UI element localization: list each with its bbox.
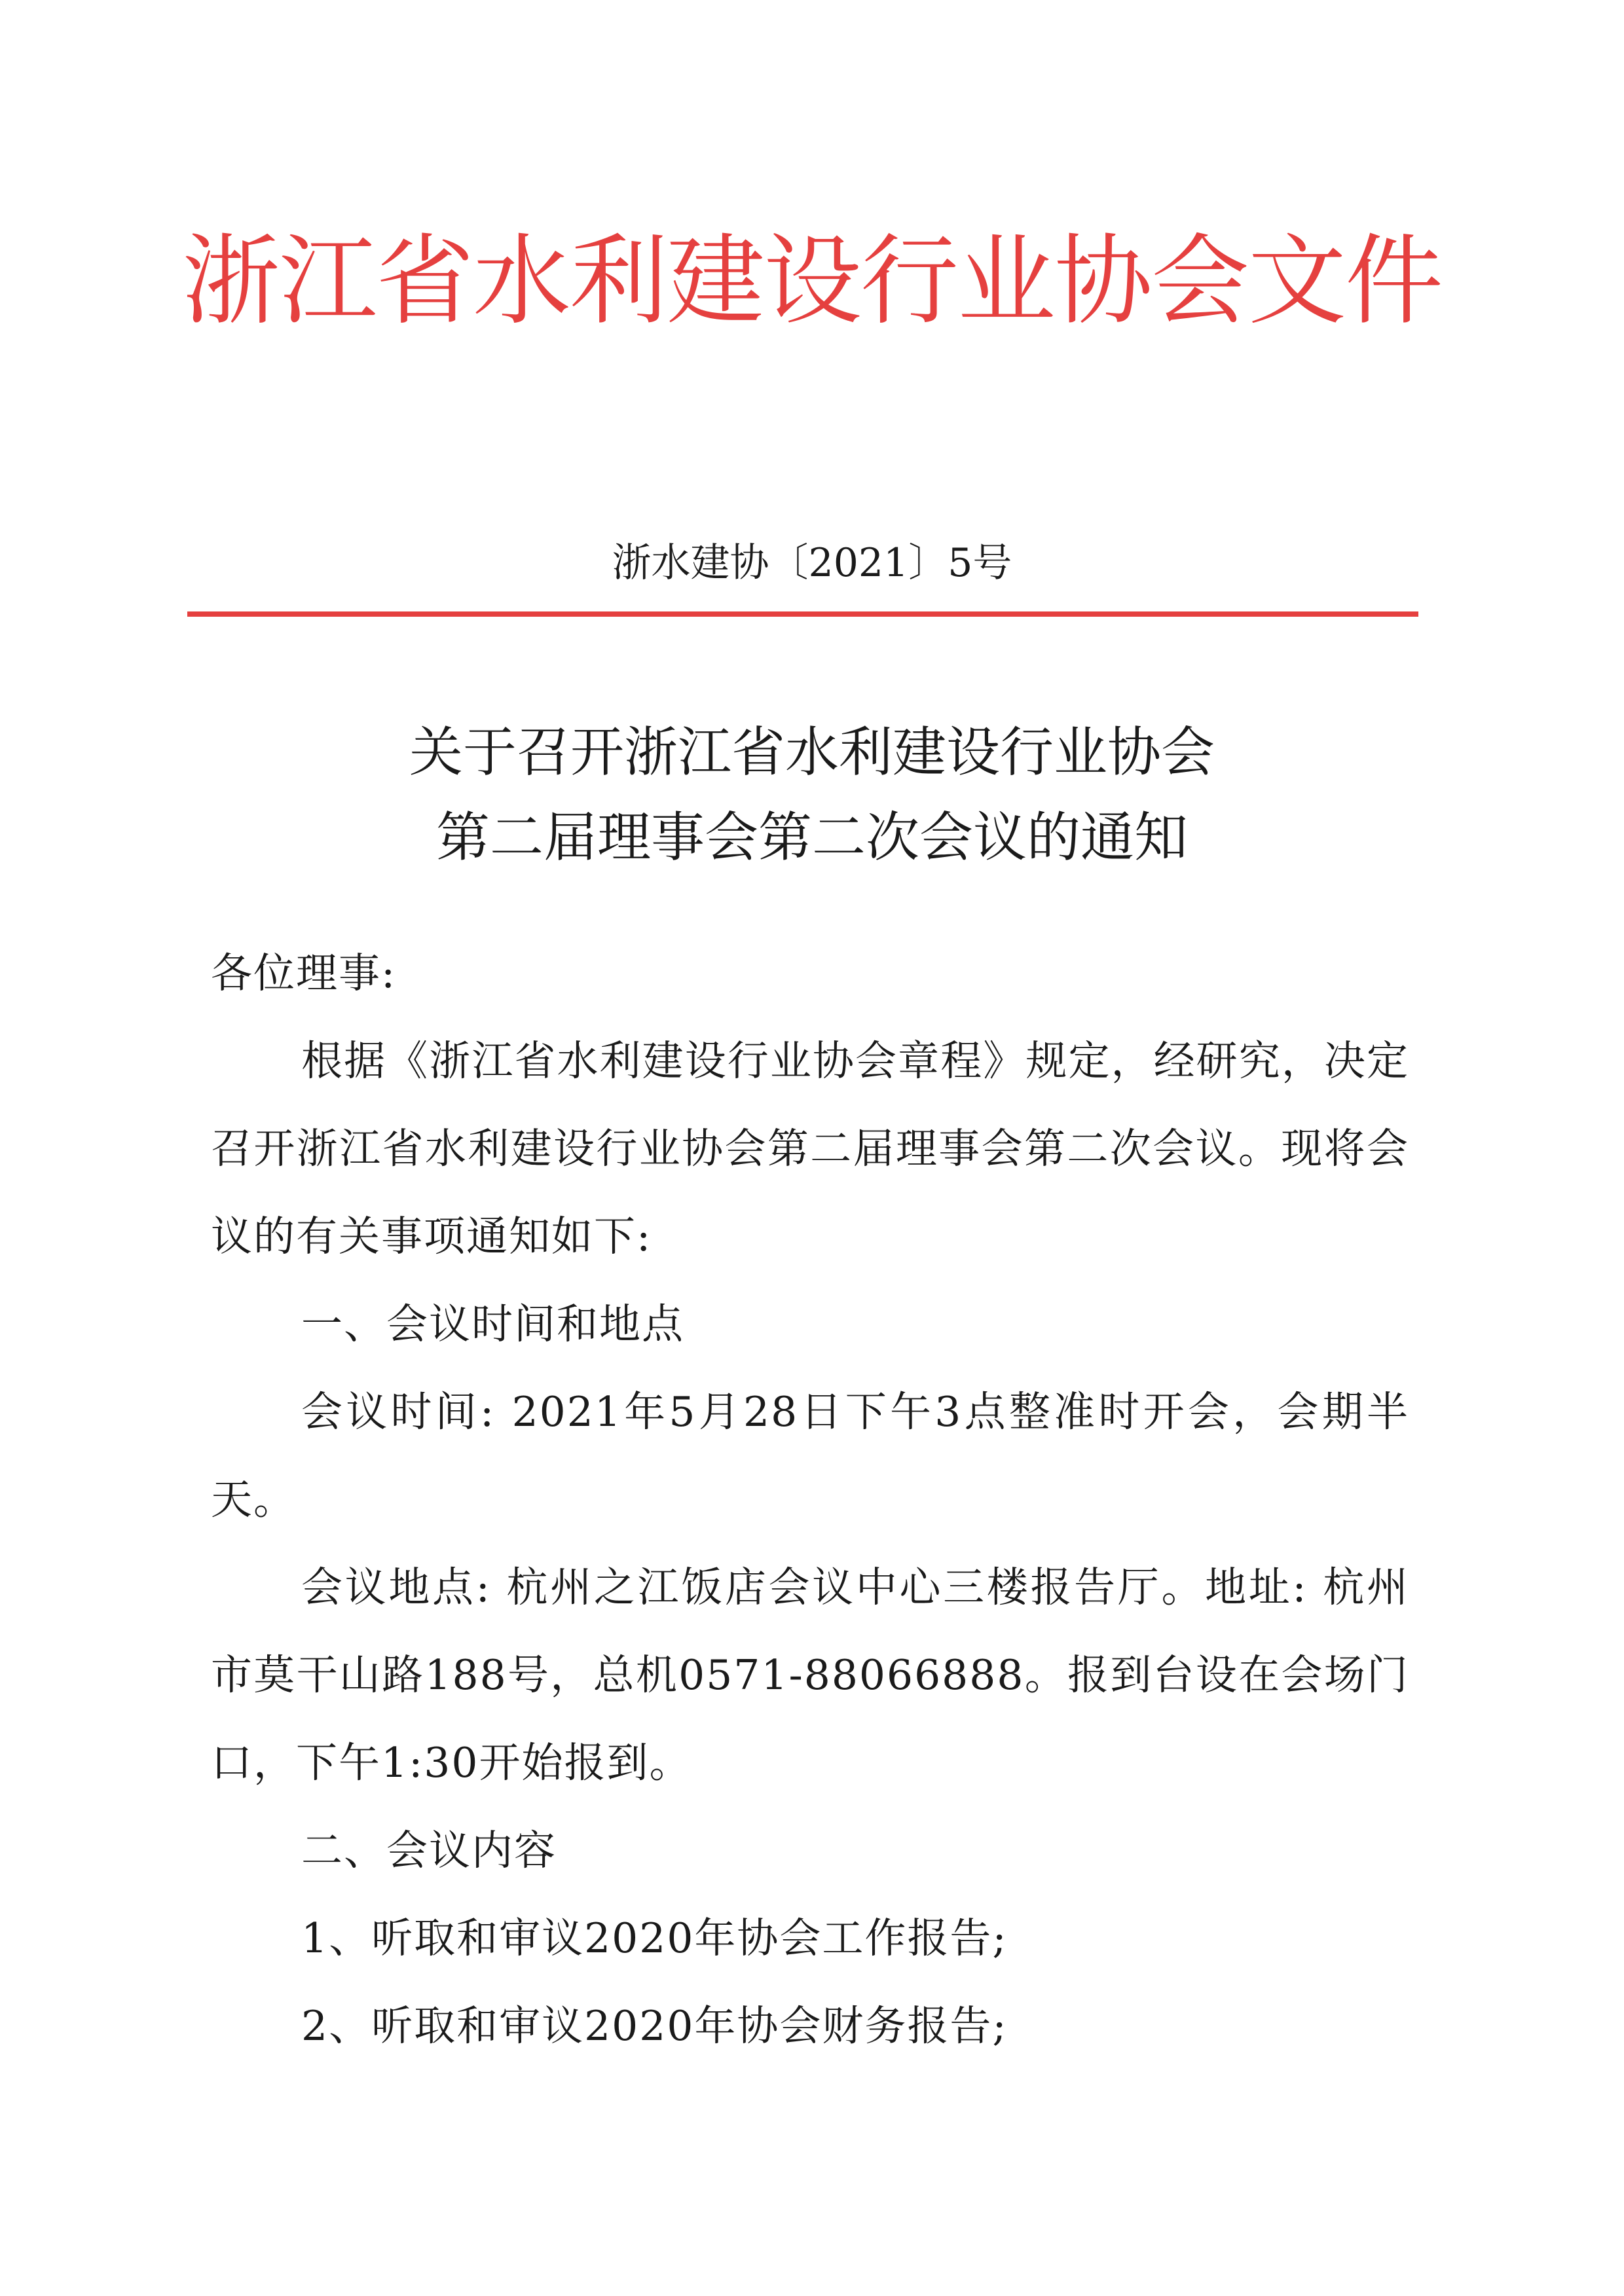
section-heading-time-place: 一、会议时间和地点 — [301, 1300, 684, 1348]
intro-paragraph: 根据《浙江省水利建设行业协会章程》规定，经研究，决定召开浙江省水利建设行业协会第二届理事会第二次会议。现将会议的有关事项通知如下: — [211, 1037, 1409, 1260]
section-heading-content: 二、会议内容 — [301, 1827, 557, 1874]
meeting-place-paragraph: 会议地点: 杭州之江饭店会议中心三楼报告厅。地址: 杭州市莫干山路188号，总机0571-88066888。报到台设在会场门口，下午1:30开始报到。 — [211, 1563, 1409, 1787]
notice-title-line-2: 第二届理事会第二次会议的通知 — [435, 807, 1188, 869]
issuer-header-title: 浙江省水利建设行业协会文件 — [181, 225, 1442, 338]
notice-title — [0, 710, 1624, 881]
meeting-time-paragraph: 会议时间: 2021年5月28日下午3点整准时开会，会期半天。 — [211, 1388, 1409, 1523]
notice-body — [211, 930, 1409, 2070]
document-number: 浙水建协〔2021〕5号 — [612, 540, 1012, 586]
notice-title-line-1: 关于召开浙江省水利建设行业协会 — [409, 721, 1215, 784]
agenda-item-1: 1、听取和审议2020年协会工作报告; — [301, 1914, 1008, 1962]
red-divider-line — [187, 611, 1418, 617]
salutation: 各位理事: — [211, 949, 397, 997]
agenda-item-2: 2、听取和审议2020年协会财务报告; — [301, 2002, 1008, 2050]
